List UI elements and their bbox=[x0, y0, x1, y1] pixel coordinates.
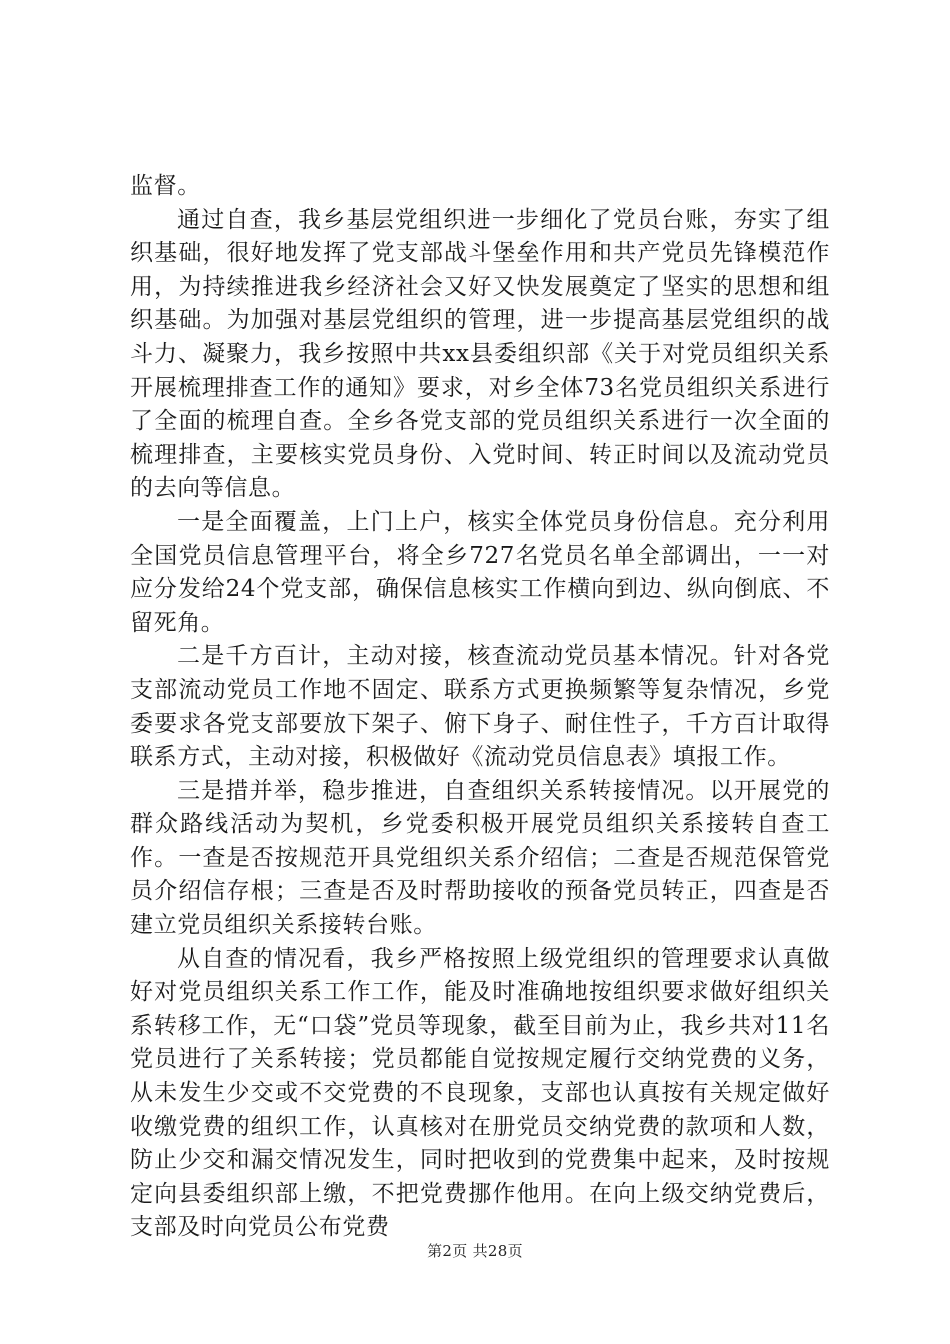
page-number-footer: 第2页 共28页 bbox=[427, 1242, 523, 1260]
paragraph-inspection-results: 从自查的情况看，我乡严格按照上级党组织的管理要求认真做好对党员组织关系工作工作，能及时准确地按组织要求做好组织关系转移工作，无“口袋”党员等现象，截至目前为止，我乡共对11名党员进行了关系转接；党员都能自觉按规定履行交纳党费的义务，从未发生少交或不交党费的不良现象，支部也认真按有关规定做好收缴党费的组织工作，认真核对在册党员交纳党费的款项和人数，防止少交和漏交情况发生，同时把收到的党费集中起来，及时按规定向县委组织部上缴，不把党费挪作他用。在向上级交纳党费后，支部及时向党员公布党费 bbox=[130, 945, 830, 1241]
paragraph-measure-one: 一是全面覆盖，上门上户，核实全体党员身份信息。充分利用全国党员信息管理平台，将全乡727名党员名单全部调出，一一对应分发给24个党支部，确保信息核实工作横向到边、纵向倒底、不留死角。 bbox=[130, 508, 830, 636]
paragraph-measure-two: 二是千方百计，主动对接，核查流动党员基本情况。针对各党支部流动党员工作地不固定、联系方式更换频繁等复杂情况，乡党委要求各党支部要放下架子、俯下身子、耐住性子，千方百计取得联系方式，主动对接，积极做好《流动党员信息表》填报工作。 bbox=[130, 643, 830, 771]
paragraph-measure-three: 三是措并举，稳步推进，自查组织关系转接情况。以开展党的群众路线活动为契机，乡党委积极开展党员组织关系接转自查工作。一查是否按规范开具党组织关系介绍信；二查是否规范保管党员介绍信存根；三查是否及时帮助接收的预备党员转正，四查是否建立党员组织关系接转台账。 bbox=[130, 777, 830, 939]
paragraph-continuation: 监督。 bbox=[130, 173, 201, 199]
paragraph-self-inspection-summary: 通过自查，我乡基层党组织进一步细化了党员台账，夯实了组织基础，很好地发挥了党支部战斗堡垒作用和共产党员先锋模范作用，为持续推进我乡经济社会又好又快发展奠定了坚实的思想和组织基础。为加强对基层党组织的管理，进一步提高基层党组织的战斗力、凝聚力，我乡按照中共xx县委组织部《关于对党员组织关系开展梳理排查工作的通知》要求，对乡全体73名党员组织关系进行了全面的梳理自查。全乡各党支部的党员组织关系进行一次全面的梳理排查，主要核实党员身份、入党时间、转正时间以及流动党员的去向等信息。 bbox=[130, 206, 830, 502]
document-body bbox=[130, 170, 830, 1245]
